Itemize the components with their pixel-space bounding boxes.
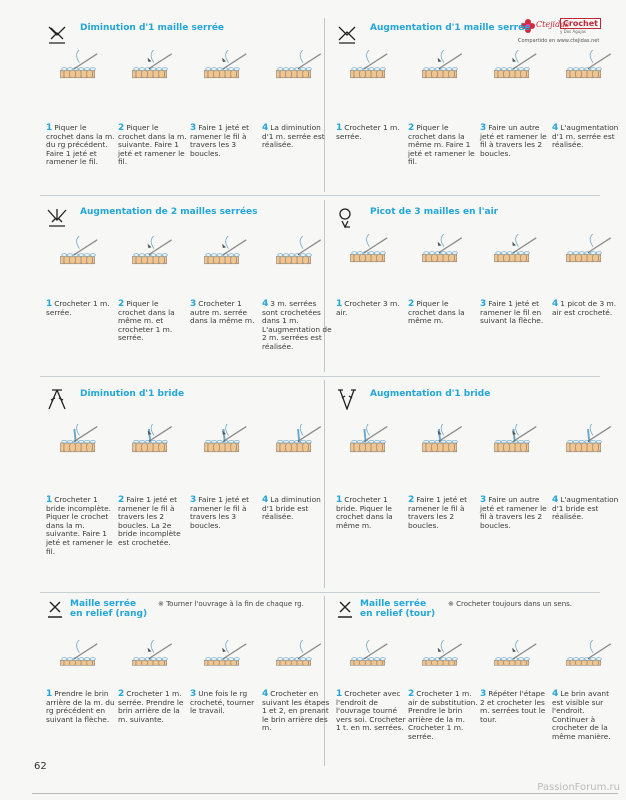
stitch-illustration xyxy=(190,50,262,88)
step-number: 2 xyxy=(408,689,415,699)
step-text: Crocheter avec l'endroit de l'ouvrage tourné vers soi. Crocheter 1 t. en m. serrées. xyxy=(336,689,406,733)
stitch-illustration xyxy=(480,424,552,462)
column-divider-4 xyxy=(324,596,325,766)
step-text: Piquer le crochet dans la m. du rg précédent. Faire 1 jeté et ramener le fil. xyxy=(46,123,115,167)
illustration-row xyxy=(336,640,626,678)
section-title: Maille serrée en relief (tour) xyxy=(360,599,436,619)
step-1 xyxy=(46,124,118,167)
step-text: Faire 1 jeté et ramener le fil à travers les 3 boucles. xyxy=(190,495,250,530)
step-number: 4 xyxy=(262,689,269,699)
step-number: 3 xyxy=(480,689,487,699)
step-text: Crocheter 3 m. air. xyxy=(336,299,400,317)
step-2 xyxy=(118,496,190,556)
stitch-illustration xyxy=(46,424,118,462)
step-1 xyxy=(46,690,118,733)
bottom-rule xyxy=(32,793,618,794)
stitch-illustration xyxy=(118,236,190,274)
step-3 xyxy=(190,124,262,167)
step-3 xyxy=(480,690,552,742)
step-number: 4 xyxy=(552,123,559,133)
step-text: Crocheter 1 m. air de substitution. Prendre le brin arrière de la m. Crocheter 1 m. serrée. xyxy=(408,689,478,741)
step-1 xyxy=(336,300,408,326)
stitch-illustration xyxy=(552,424,624,462)
step-number: 3 xyxy=(480,495,487,505)
steps-row xyxy=(46,300,336,352)
step-text: Crocheter en suivant les étapes 1 et 2, en prenant le brin arrière des m. xyxy=(262,689,330,733)
step-text: Crocheter 1 m. serrée. Prendre le brin arrière de la m. suivante. xyxy=(118,689,184,724)
step-number: 4 xyxy=(262,495,269,505)
step-4 xyxy=(262,690,334,733)
step-3 xyxy=(190,300,262,352)
step-text: Piquer le crochet dans la même m. et crocheter 1 m. serrée. xyxy=(118,299,175,343)
stitch-illustration xyxy=(552,50,624,88)
step-text: L'augmentation d'1 bride est réalisée. xyxy=(552,495,619,522)
illustration-row xyxy=(336,50,626,88)
step-2 xyxy=(118,124,190,167)
stitch-illustration xyxy=(408,234,480,272)
page-number: 62 xyxy=(34,761,47,772)
step-text: 1 picot de 3 m. air est crocheté. xyxy=(552,299,617,317)
step-number: 4 xyxy=(552,299,559,309)
increase-2-symbol-icon xyxy=(46,206,68,228)
relief-tour-symbol-icon xyxy=(336,598,358,620)
step-text: Piquer le crochet dans la même m. Faire 1 jeté et ramener le fil. xyxy=(408,123,475,167)
step-4 xyxy=(552,496,624,530)
step-2 xyxy=(408,300,480,326)
logo-name: Ctejidas xyxy=(536,20,570,29)
step-number: 1 xyxy=(336,495,343,505)
step-3 xyxy=(190,496,262,556)
step-number: 2 xyxy=(408,299,415,309)
bride-increase-symbol-icon xyxy=(336,388,358,410)
step-text: Faire 1 jeté et ramener le fil à travers les 3 boucles. xyxy=(190,123,250,158)
step-number: 4 xyxy=(552,495,559,505)
step-text: Piquer le crochet dans la même m. xyxy=(408,299,465,326)
stitch-illustration xyxy=(262,50,334,88)
increase-symbol-icon xyxy=(336,22,358,44)
step-text: Faire un autre jeté et ramener le fil à travers les 2 boucles. xyxy=(480,123,547,158)
stitch-illustration xyxy=(336,50,408,88)
section-note: ※ Tourner l'ouvrage à la fin de chaque rg. xyxy=(158,600,304,608)
stitch-illustration xyxy=(336,424,408,462)
section-title: Maille serrée en relief (rang) xyxy=(70,599,148,619)
step-3 xyxy=(190,690,262,733)
step-text: Faire un autre jeté et ramener le fil à travers les 2 boucles. xyxy=(480,495,547,530)
step-1 xyxy=(46,496,118,556)
step-text: Crocheter 1 m. serrée. xyxy=(336,123,400,141)
step-4 xyxy=(262,300,334,352)
step-1 xyxy=(336,690,408,742)
step-number: 1 xyxy=(46,689,53,699)
step-3 xyxy=(480,300,552,326)
section-title: Augmentation d'1 bride xyxy=(370,389,491,399)
step-number: 1 xyxy=(336,689,343,699)
step-number: 2 xyxy=(408,495,415,505)
step-number: 4 xyxy=(262,123,269,133)
step-number: 1 xyxy=(46,123,53,133)
decrease-symbol-icon xyxy=(46,22,68,44)
step-number: 1 xyxy=(336,299,343,309)
column-divider-3 xyxy=(324,380,325,588)
step-2 xyxy=(118,300,190,352)
picot-symbol-icon xyxy=(336,206,358,228)
stitch-illustration xyxy=(552,234,624,272)
stitch-illustration xyxy=(408,424,480,462)
steps-row xyxy=(46,124,336,167)
step-number: 4 xyxy=(552,689,559,699)
illustration-row xyxy=(46,236,336,274)
step-4 xyxy=(552,690,624,742)
logo-credit: Compartido en www.ctejidas.net xyxy=(518,38,600,44)
step-text: Prendre le brin arrière de la m. du rg précédent en suivant la flèche. xyxy=(46,689,115,724)
step-text: Crocheter 1 bride. Piquer le crochet dans la même m. xyxy=(336,495,393,530)
logo-brand: Crochet xyxy=(560,18,601,29)
step-number: 1 xyxy=(46,299,53,309)
steps-row xyxy=(336,496,626,530)
steps-row xyxy=(336,690,626,742)
watermark: PassionForum.ru xyxy=(537,782,620,793)
step-text: Faire 1 jeté et ramener le fil à travers les 2 boucles. xyxy=(408,495,468,530)
row-divider-3 xyxy=(40,592,600,593)
section-title: Picot de 3 mailles en l'air xyxy=(370,207,499,217)
steps-row xyxy=(46,496,336,556)
step-text: Faire 1 jeté et ramener le fil en suivant la flèche. xyxy=(480,299,544,326)
step-number: 3 xyxy=(190,689,197,699)
step-1 xyxy=(336,496,408,530)
step-number: 2 xyxy=(118,689,125,699)
stitch-illustration xyxy=(190,424,262,462)
step-number: 3 xyxy=(480,123,487,133)
stitch-illustration xyxy=(408,640,480,678)
step-text: Crocheter 1 bride incomplète. Piquer le crochet dans la m. suivante. Faire 1 jeté et ramener le fil. xyxy=(46,495,113,556)
stitch-illustration xyxy=(336,640,408,678)
stitch-illustration xyxy=(118,424,190,462)
step-text: Répéter l'étape 2 et crocheter les m. serrées tout le tour. xyxy=(480,689,546,724)
section-title: Augmentation d'1 maille serrée xyxy=(370,23,531,33)
step-2 xyxy=(118,690,190,733)
relief-rang-symbol-icon xyxy=(46,598,68,620)
stitch-illustration xyxy=(480,50,552,88)
step-text: Faire 1 jeté et ramener le fil à travers les 2 boucles. La 2e bride incomplète est crochetée. xyxy=(118,495,181,547)
steps-row xyxy=(336,124,626,167)
step-text: 3 m. serrées sont crochetées dans 1 m. L'augmentation de 2 m. serrées est réalisée. xyxy=(262,299,332,351)
step-1 xyxy=(336,124,408,167)
stitch-illustration xyxy=(46,236,118,274)
step-number: 3 xyxy=(190,299,197,309)
step-number: 1 xyxy=(46,495,53,505)
step-text: Le brin avant est visible sur l'endroit. Continuer à crocheter de la même manière. xyxy=(552,689,611,741)
illustration-row xyxy=(46,424,336,462)
stitch-illustration xyxy=(46,50,118,88)
bride-decrease-symbol-icon xyxy=(46,388,68,410)
section-title: Diminution d'1 bride xyxy=(80,389,185,399)
step-4 xyxy=(552,124,624,167)
step-number: 1 xyxy=(336,123,343,133)
steps-row xyxy=(336,300,626,326)
step-2 xyxy=(408,496,480,530)
step-text: La diminution d'1 m. serrée est réalisée. xyxy=(262,123,325,150)
section-note: ※ Crocheter toujours dans un sens. xyxy=(448,600,573,608)
illustration-row xyxy=(46,50,336,88)
stitch-illustration xyxy=(262,424,334,462)
step-3 xyxy=(480,124,552,167)
step-4 xyxy=(552,300,624,326)
illustration-row xyxy=(336,234,626,272)
ctejidas-logo xyxy=(518,18,618,48)
step-text: Crocheter 1 autre m. serrée dans la même m. xyxy=(190,299,255,326)
stitch-illustration xyxy=(336,234,408,272)
note-text: Tourner l'ouvrage à la fin de chaque rg. xyxy=(166,600,304,608)
stitch-illustration xyxy=(262,236,334,274)
step-number: 3 xyxy=(190,123,197,133)
step-text: Crocheter 1 m. serrée. xyxy=(46,299,110,317)
step-4 xyxy=(262,496,334,556)
step-number: 3 xyxy=(190,495,197,505)
section-title: Augmentation de 2 mailles serrées xyxy=(80,207,258,217)
step-number: 2 xyxy=(408,123,415,133)
step-2 xyxy=(408,124,480,167)
row-divider-2 xyxy=(40,376,600,377)
step-4 xyxy=(262,124,334,167)
stitch-illustration xyxy=(118,640,190,678)
stitch-illustration xyxy=(190,236,262,274)
steps-row xyxy=(46,690,336,733)
stitch-illustration xyxy=(480,234,552,272)
illustration-row xyxy=(46,640,336,678)
logo-sub: y Dos Agujas xyxy=(560,29,586,34)
step-number: 2 xyxy=(118,495,125,505)
illustration-row xyxy=(336,424,626,462)
stitch-illustration xyxy=(408,50,480,88)
step-text: Piquer le crochet dans la m. suivante. Faire 1 jeté et ramener le fil. xyxy=(118,123,187,167)
step-number: 2 xyxy=(118,123,125,133)
step-number: 2 xyxy=(118,299,125,309)
step-number: 3 xyxy=(480,299,487,309)
stitch-illustration xyxy=(118,50,190,88)
row-divider-1 xyxy=(40,195,600,196)
stitch-illustration xyxy=(46,640,118,678)
section-title: Diminution d'1 maille serrée xyxy=(80,23,225,33)
note-text: Crocheter toujours dans un sens. xyxy=(456,600,573,608)
step-2 xyxy=(408,690,480,742)
step-text: Une fois le rg crocheté, tourner le travail. xyxy=(190,689,255,716)
step-text: La diminution d'1 bride est réalisée. xyxy=(262,495,321,522)
stitch-illustration xyxy=(262,640,334,678)
step-3 xyxy=(480,496,552,530)
stitch-illustration xyxy=(190,640,262,678)
step-text: L'augmentation d'1 m. serrée est réalisée. xyxy=(552,123,619,150)
step-number: 4 xyxy=(262,299,269,309)
stitch-illustration xyxy=(480,640,552,678)
stitch-illustration xyxy=(552,640,624,678)
step-1 xyxy=(46,300,118,352)
